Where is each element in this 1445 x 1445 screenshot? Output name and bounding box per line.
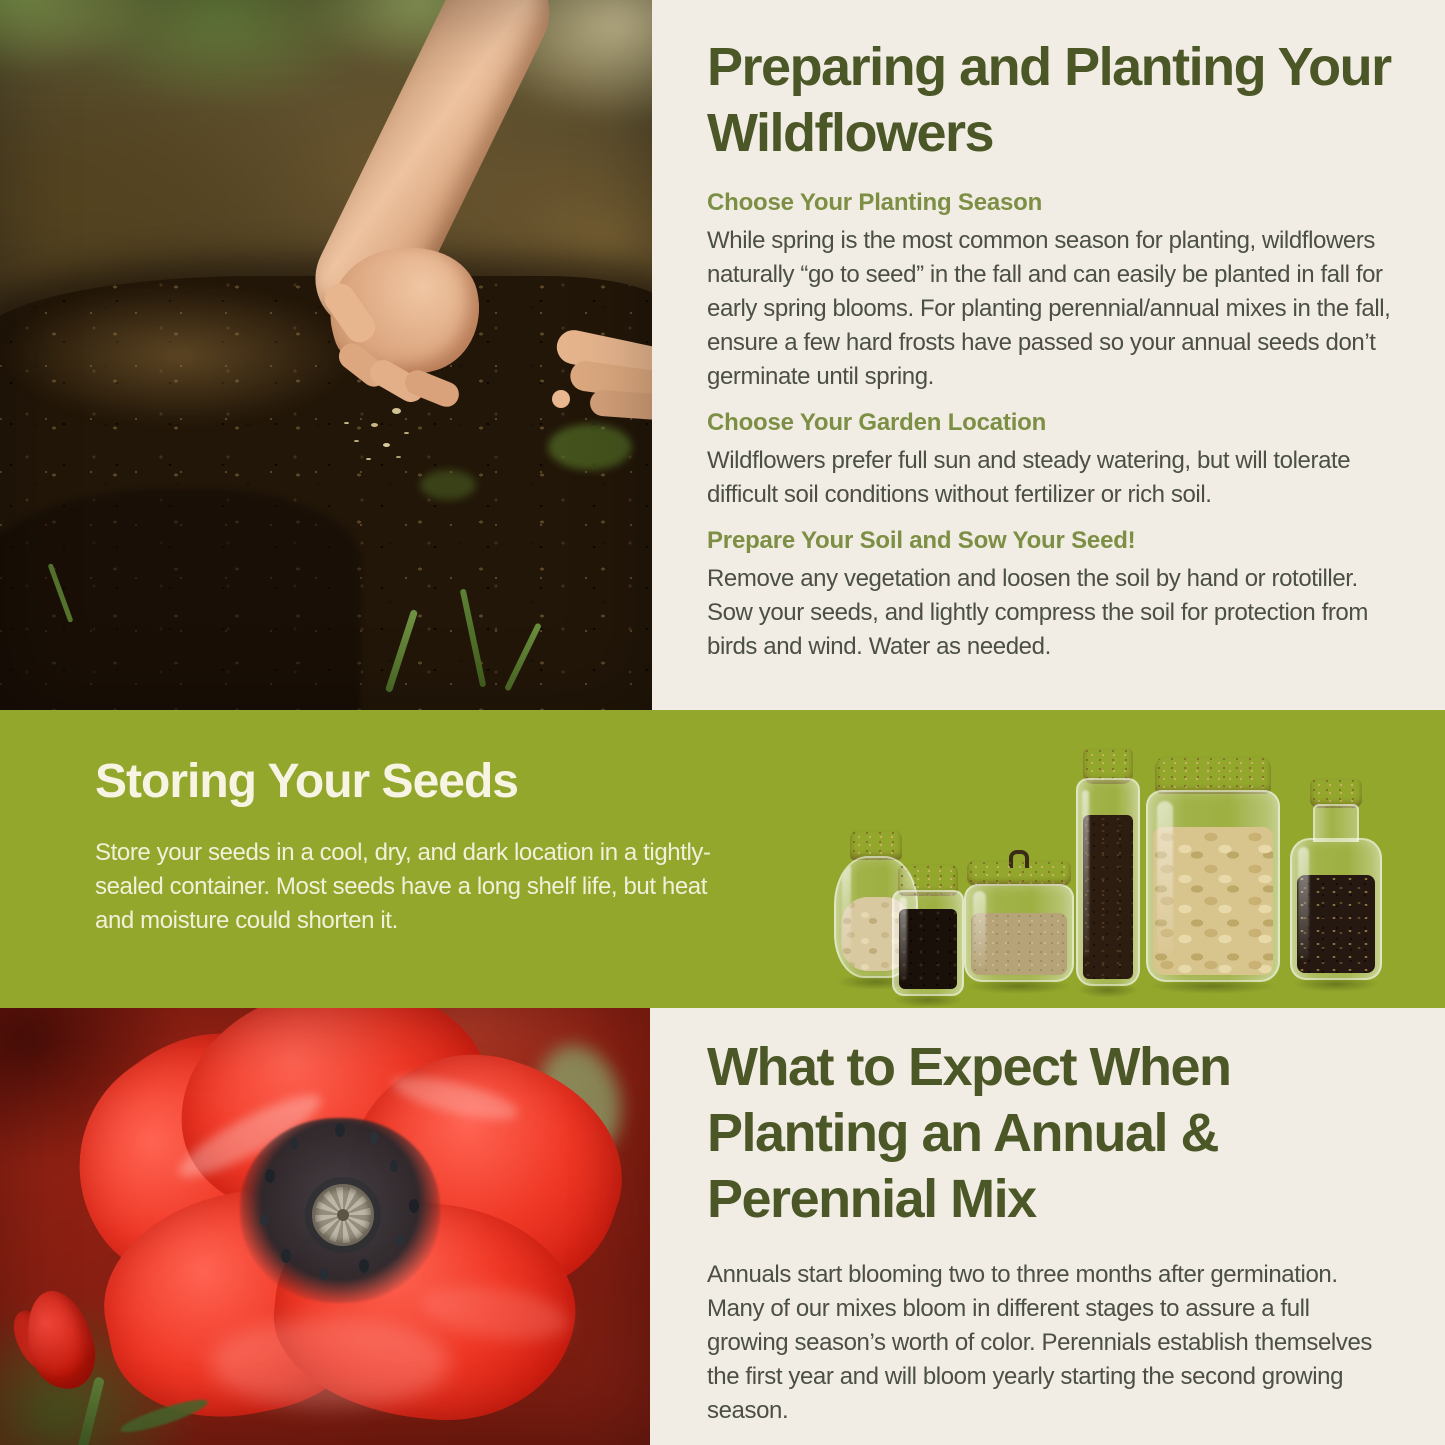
jar-seed-fill <box>1297 875 1375 973</box>
jar-glass <box>1290 838 1382 980</box>
jar-seed-fill <box>1153 827 1273 975</box>
subsection-body: Wildflowers prefer full sun and steady watering, but will tolerate difficult soil conditions without fertilizer or rich soil. <box>707 447 1351 508</box>
seed-jar-pumpkin-seeds <box>1146 756 1280 982</box>
subsection-heading: Choose Your Garden Location <box>707 409 1047 436</box>
section-title: What to Expect When Planting an Annual & Perennial Mix <box>707 1037 1231 1229</box>
seed-jar-black-seeds <box>892 864 964 996</box>
jar-glass <box>1076 778 1140 986</box>
storing-seeds-band <box>0 710 1445 1008</box>
expectations-section <box>652 1008 1445 1445</box>
sowing-seeds-photo <box>0 0 652 710</box>
subsection-body: While spring is the most common season for planting, wildflowers naturally “go to seed” in the fall and can easily be planted in fall for early spring blooms. For planting perennial/annual mixes in the fall, ensure a few hard frosts have passed so your annual seeds don’t germinate until spring. <box>707 227 1391 390</box>
jar-cork <box>1155 756 1271 794</box>
jar-seed-fill <box>1083 815 1133 979</box>
jar-neck <box>1313 804 1359 842</box>
photo-vignette <box>0 0 652 710</box>
jar-seed-fill <box>971 913 1067 975</box>
subsection-planting-season <box>707 188 1419 394</box>
storing-seeds-text <box>95 754 740 938</box>
jar-glass <box>1146 790 1280 982</box>
seed-jars-photo <box>828 710 1440 1008</box>
planting-guide-section <box>652 0 1445 710</box>
subsection-body: Remove any vegetation and loosen the soil by hand or rototiller. Sow your seeds, and lightly compress the soil for protection from birds and wind. Water as needed. <box>707 565 1368 660</box>
subsection-heading: Prepare Your Soil and Sow Your Seed! <box>707 527 1136 554</box>
jar-cork <box>967 860 1071 886</box>
section-body: Annuals start blooming two to three months after germination. Many of our mixes bloom in different stages to assure a full growing season’s worth of color. Perennials establish themselves the first year and will bloom yearly starting the second growing season. <box>707 1261 1372 1424</box>
band-body: Store your seeds in a cool, dry, and dark location in a tightly-sealed container. Most seeds have a long shelf life, but heat and moisture could shorten it. <box>95 839 711 934</box>
jar-glass <box>964 884 1074 982</box>
section-title: Preparing and Planting Your Wildflowers <box>707 37 1391 163</box>
band-title: Storing Your Seeds <box>95 755 518 808</box>
photo-vignette <box>0 1008 650 1445</box>
seed-jar-tan-seeds <box>964 850 1074 982</box>
seed-bottle-mixed-seeds <box>1290 778 1382 980</box>
jar-seed-fill <box>899 909 957 989</box>
red-poppy-photo <box>0 1008 650 1445</box>
seed-tube-brown-seeds <box>1076 748 1140 986</box>
jar-glass <box>892 890 964 996</box>
subsection-prepare-soil <box>707 526 1419 664</box>
subsection-garden-location <box>707 408 1419 512</box>
subsection-heading: Choose Your Planting Season <box>707 189 1043 216</box>
